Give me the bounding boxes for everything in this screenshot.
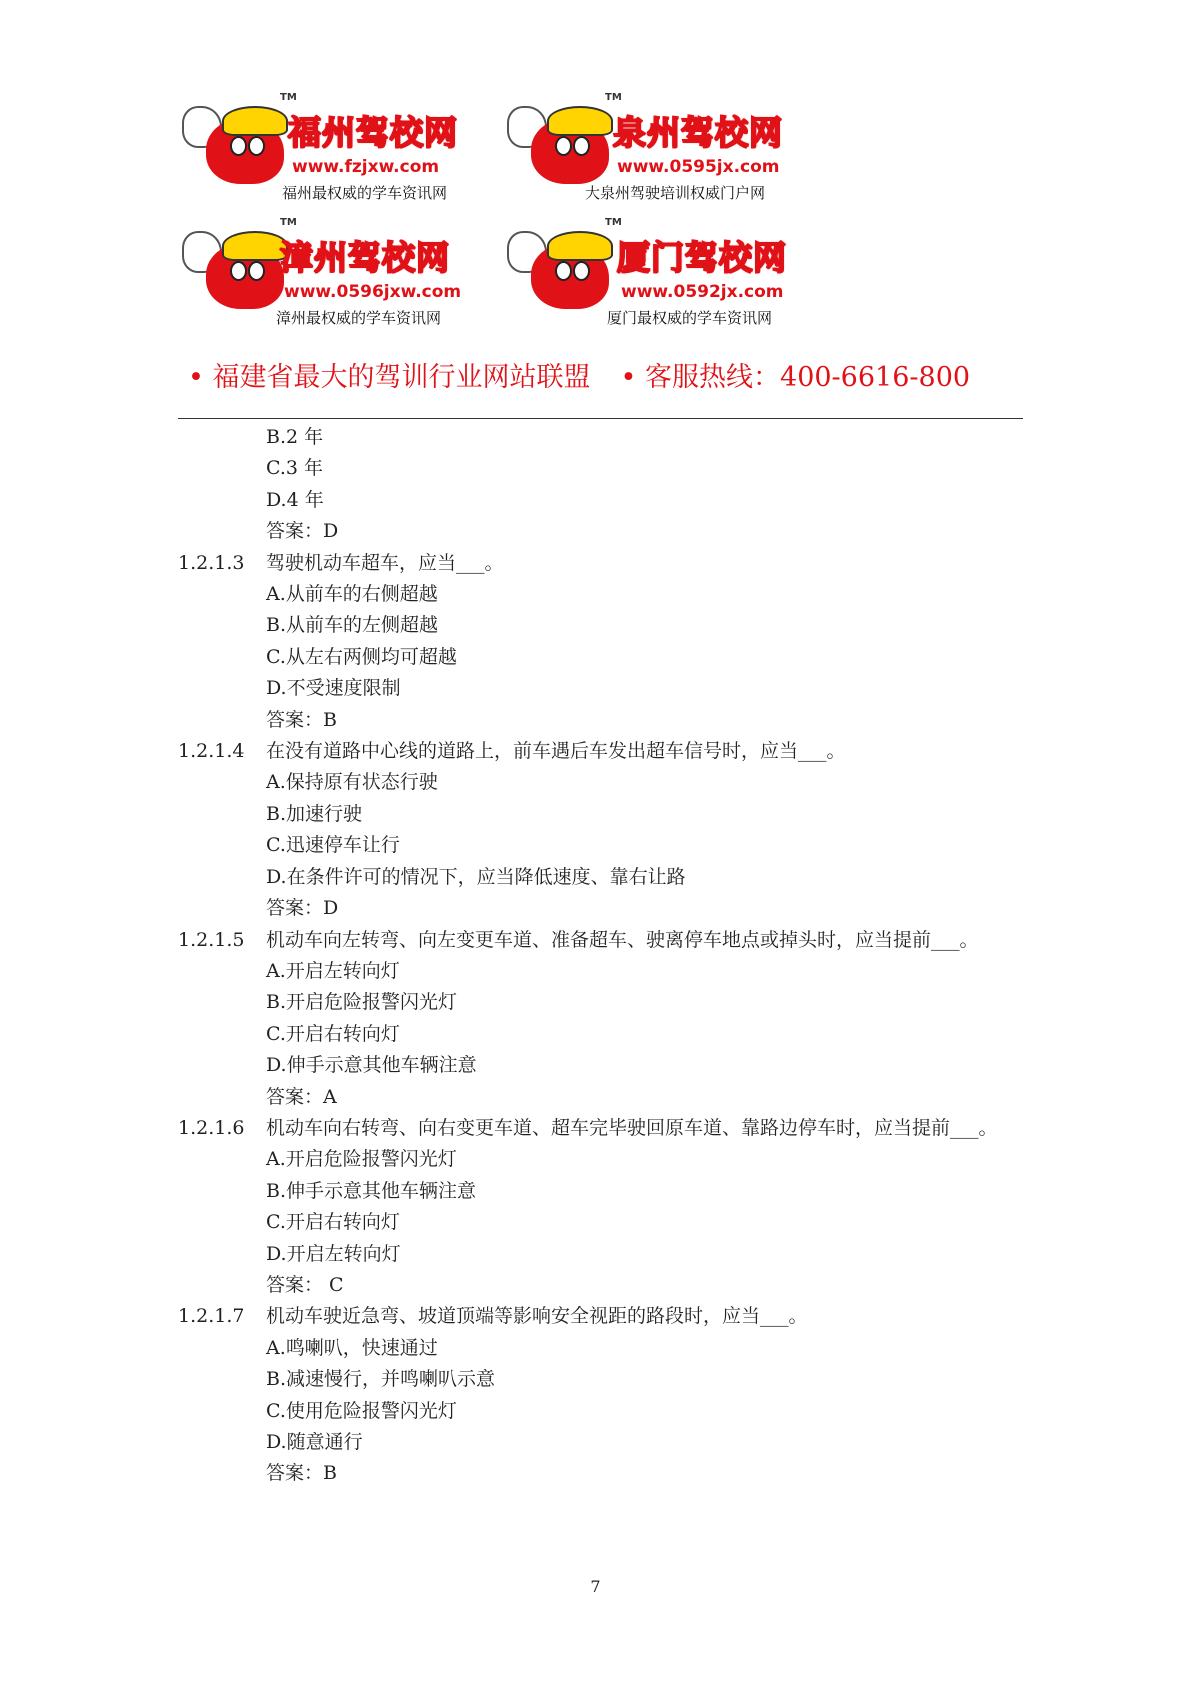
question xyxy=(178,736,1023,767)
logo-brand: 漳州驾校网 xyxy=(280,238,450,277)
answer: 答案：A xyxy=(266,1085,337,1108)
question-text: 机动车驶近急弯、坡道顶端等影响安全视距的路段时，应当___。 xyxy=(266,1305,808,1328)
banner-hotline-text: • 客服热线：400-6616-800 xyxy=(620,362,971,393)
trademark-mark: TM xyxy=(605,92,622,103)
mascot-eye-icon xyxy=(230,261,247,281)
option: C.使用危险报警闪光灯 xyxy=(266,1399,457,1422)
option: D.在条件许可的情况下，应当降低速度、靠右让路 xyxy=(266,865,686,888)
option: B.开启危险报警闪光灯 xyxy=(266,991,458,1014)
question xyxy=(178,925,1023,956)
question-list xyxy=(178,422,1023,1490)
option: C.3 年 xyxy=(266,457,324,480)
logo-slogan: 福州最权威的学车资讯网 xyxy=(282,184,448,202)
mascot-eye-icon xyxy=(555,261,572,281)
answer: 答案：D xyxy=(266,897,339,920)
logo-slogan: 大泉州驾驶培训权威门户网 xyxy=(585,184,766,202)
question-number: 1.2.1.4 xyxy=(178,740,245,763)
answer: 答案：B xyxy=(266,708,337,731)
question xyxy=(178,1113,1023,1144)
question-number: 1.2.1.3 xyxy=(178,551,245,574)
option: D.伸手示意其他车辆注意 xyxy=(266,1054,477,1077)
mascot-hat-icon xyxy=(222,231,288,261)
option: C.从左右两侧均可超越 xyxy=(266,645,457,668)
logo-url: www.0595jx.com xyxy=(617,157,780,177)
mascot-eye-icon xyxy=(248,261,265,281)
logo-zhangzhou[interactable] xyxy=(180,217,505,342)
logo-brand: 厦门驾校网 xyxy=(617,238,787,277)
logo-url: www.0592jx.com xyxy=(621,282,784,302)
option: B.2 年 xyxy=(266,426,324,448)
question-text: 在没有道路中心线的道路上，前车遇后车发出超车信号时，应当___。 xyxy=(266,740,846,763)
header-logos xyxy=(180,92,830,342)
trademark-mark: TM xyxy=(605,217,622,228)
question-text: 机动车向右转弯、向右变更车道、超车完毕驶回原车道、靠路边停车时，应当提前___。 xyxy=(266,1116,998,1139)
mascot-hat-icon xyxy=(547,231,613,261)
option: A.鸣喇叭，快速通过 xyxy=(266,1336,438,1359)
option: D.随意通行 xyxy=(266,1431,363,1453)
option: B.从前车的左侧超越 xyxy=(266,614,439,637)
option: B.加速行驶 xyxy=(266,802,363,825)
logo-slogan: 漳州最权威的学车资讯网 xyxy=(276,309,442,327)
logo-quanzhou[interactable] xyxy=(505,92,830,217)
trademark-mark: TM xyxy=(280,217,297,228)
banner-alliance-text: • 福建省最大的驾训行业网站联盟 xyxy=(188,362,591,393)
option: D.4 年 xyxy=(266,488,324,511)
option: C.开启右转向灯 xyxy=(266,1022,400,1045)
option: C.迅速停车让行 xyxy=(266,834,400,857)
alliance-banner xyxy=(188,355,970,394)
logo-fuzhou[interactable] xyxy=(180,92,505,217)
answer: 答案： C xyxy=(266,1273,344,1296)
question xyxy=(178,548,1023,579)
trademark-mark: TM xyxy=(280,92,297,103)
option: A.开启危险报警闪光灯 xyxy=(266,1148,457,1171)
mascot-hat-icon xyxy=(222,106,288,136)
page-number: 7 xyxy=(590,1577,601,1596)
option: C.开启右转向灯 xyxy=(266,1211,400,1234)
logo-xiamen[interactable] xyxy=(505,217,830,342)
option: A.保持原有状态行驶 xyxy=(266,771,438,794)
question-number: 1.2.1.7 xyxy=(178,1305,245,1328)
logo-url: www.fzjxw.com xyxy=(292,157,440,177)
mascot-eye-icon xyxy=(573,136,590,156)
answer: 答案：D xyxy=(266,520,339,543)
mascot-eye-icon xyxy=(248,136,265,156)
header-divider xyxy=(178,418,1023,419)
mascot-eye-icon xyxy=(230,136,247,156)
logo-slogan: 厦门最权威的学车资讯网 xyxy=(607,309,773,327)
question-number: 1.2.1.5 xyxy=(178,928,245,951)
logo-brand: 福州驾校网 xyxy=(288,113,458,152)
option: A.从前车的右侧超越 xyxy=(266,583,438,606)
question-number: 1.2.1.6 xyxy=(178,1116,245,1139)
mascot-hat-icon xyxy=(547,106,613,136)
option: D.不受速度限制 xyxy=(266,677,401,700)
option: B.减速慢行，并鸣喇叭示意 xyxy=(266,1368,496,1391)
answer: 答案：B xyxy=(266,1462,337,1485)
option: D.开启左转向灯 xyxy=(266,1242,401,1265)
option: A.开启左转向灯 xyxy=(266,959,400,982)
logo-brand: 泉州驾校网 xyxy=(613,113,783,152)
question-text: 驾驶机动车超车，应当___。 xyxy=(266,551,504,574)
question-text: 机动车向左转弯、向左变更车道、准备超车、驶离停车地点或掉头时，应当提前___。 xyxy=(266,928,979,951)
option: B.伸手示意其他车辆注意 xyxy=(266,1179,477,1202)
logo-url: www.0596jxw.com xyxy=(284,282,462,302)
mascot-eye-icon xyxy=(573,261,590,281)
mascot-eye-icon xyxy=(555,136,572,156)
question xyxy=(178,1301,1023,1332)
